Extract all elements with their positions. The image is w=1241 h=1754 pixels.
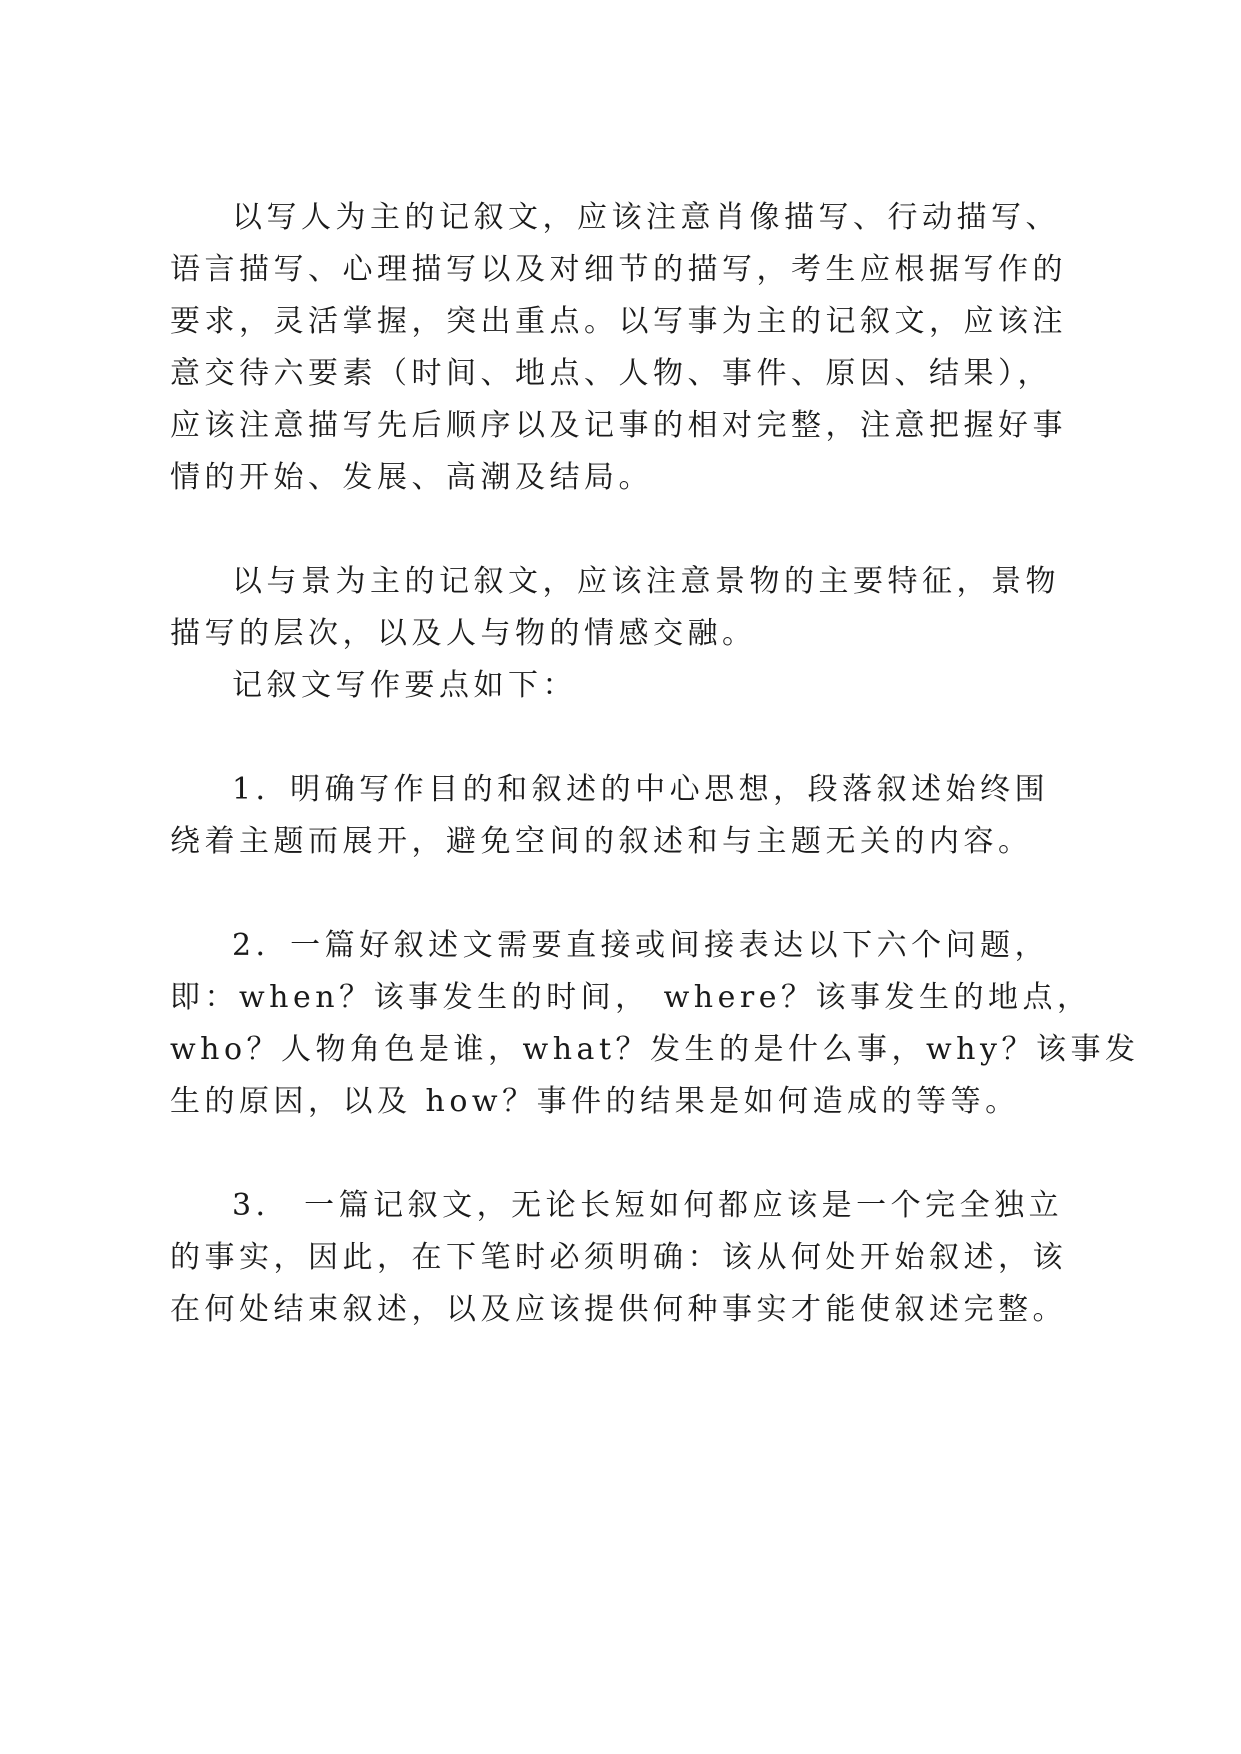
- paragraph-1-line-2: 语言描写、心理描写以及对细节的描写，考生应根据写作的: [170, 252, 1067, 287]
- paragraph-6-line-1: 3． 一篇记叙文，无论长短如何都应该是一个完全独立: [232, 1188, 1064, 1223]
- paragraph-3-line-1: 记叙文写作要点如下：: [232, 668, 577, 703]
- paragraph-4-line-1: 1．明确写作目的和叙述的中心思想，段落叙述始终围: [232, 772, 1050, 807]
- paragraph-2-line-2: 描写的层次，以及人与物的情感交融。: [170, 616, 757, 651]
- paragraph-2-line-1: 以与景为主的记叙文，应该注意景物的主要特征，景物: [232, 564, 1060, 599]
- paragraph-1-line-1: 以写人为主的记叙文，应该注意肖像描写、行动描写、: [232, 200, 1060, 235]
- paragraph-6-line-3: 在何处结束叙述，以及应该提供何种事实才能使叙述完整。: [170, 1292, 1067, 1327]
- paragraph-5-line-2: 即：when？该事发生的时间， where？该事发生的地点，: [170, 980, 1092, 1015]
- paragraph-1-line-6: 情的开始、发展、高潮及结局。: [170, 460, 653, 495]
- paragraph-5-line-1: 2．一篇好叙述文需要直接或间接表达以下六个问题，: [232, 928, 1050, 963]
- paragraph-1-line-5: 应该注意描写先后顺序以及记事的相对完整，注意把握好事: [170, 408, 1067, 443]
- paragraph-1-line-3: 要求，灵活掌握，突出重点。以写事为主的记叙文，应该注: [170, 304, 1067, 339]
- paragraph-5-line-3: who？人物角色是谁，what？发生的是什么事，why？该事发: [170, 1032, 1140, 1067]
- paragraph-6-line-2: 的事实，因此，在下笔时必须明确：该从何处开始叙述，该: [170, 1240, 1067, 1275]
- paragraph-1-line-4: 意交待六要素（时间、地点、人物、事件、原因、结果），: [170, 356, 1052, 391]
- paragraph-5-line-4: 生的原因，以及 how？事件的结果是如何造成的等等。: [170, 1084, 1020, 1119]
- paragraph-4-line-2: 绕着主题而展开，避免空间的叙述和与主题无关的内容。: [170, 824, 1033, 859]
